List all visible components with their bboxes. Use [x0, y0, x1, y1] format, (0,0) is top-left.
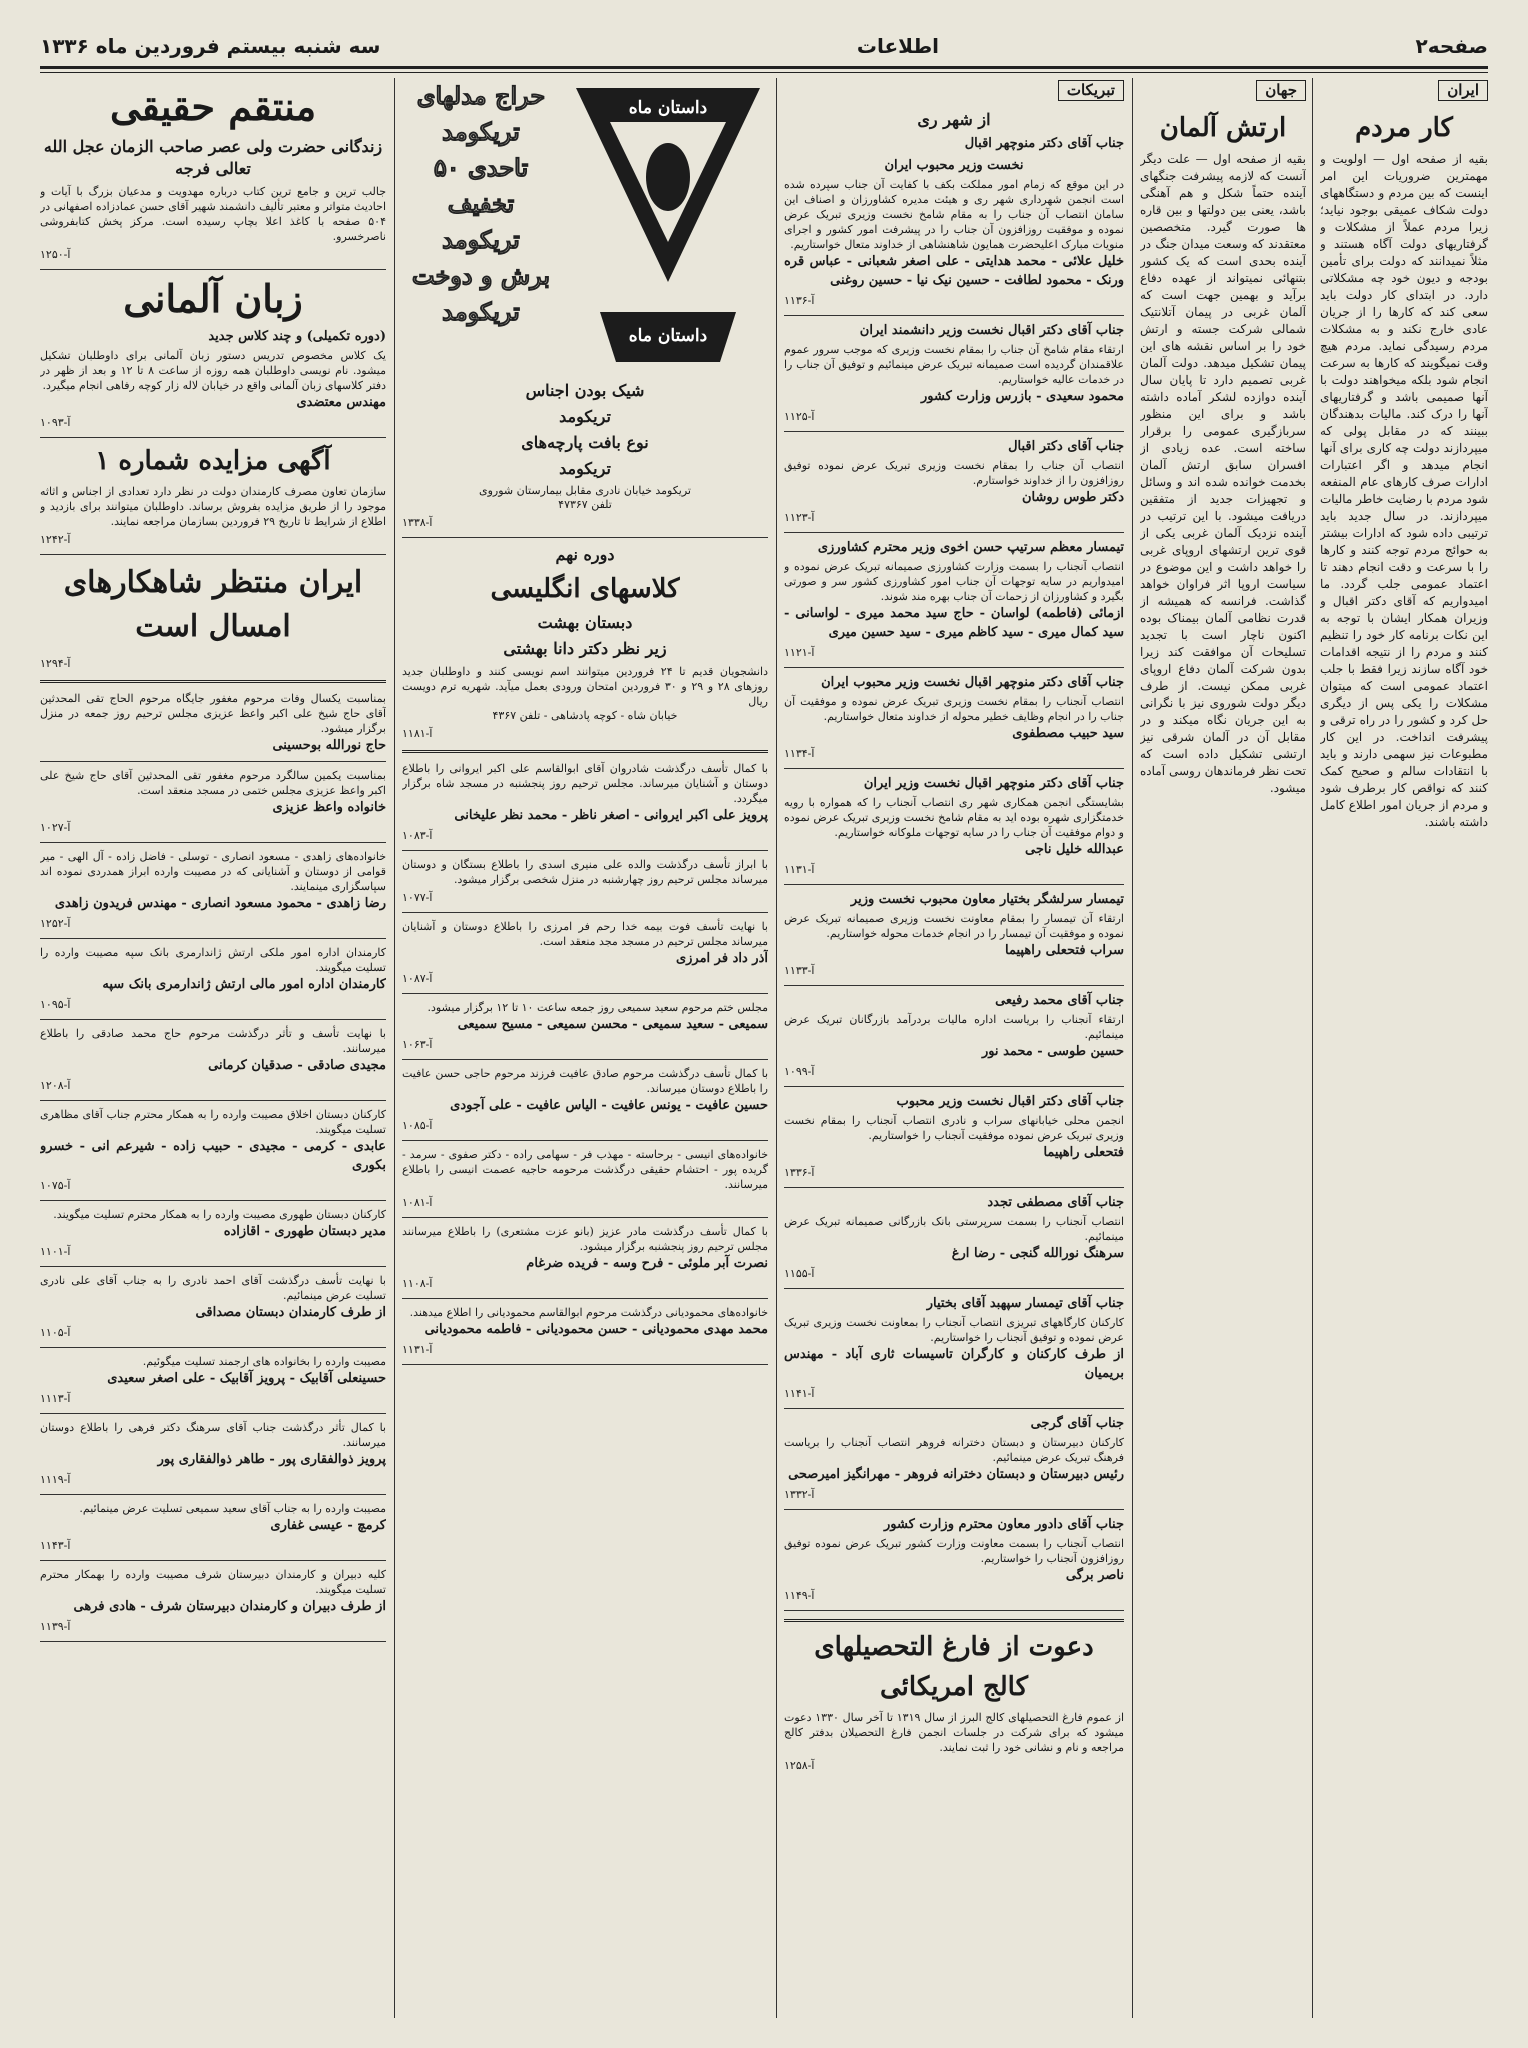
greeting-item	[784, 1194, 1124, 1289]
notice-item	[40, 849, 386, 939]
ad-reference: آ-۱۲۵۲	[40, 917, 71, 930]
notice-signatures: پرویز علی اکبر ایروانی - اصغر ناظر - محمد نظر علیخانی	[454, 808, 768, 823]
notice-item	[402, 761, 768, 851]
triangle-label-bottom: داستان ماه	[628, 326, 708, 346]
page-header	[40, 28, 1488, 64]
english-title: کلاسهای انگلیسی	[490, 574, 680, 604]
divider	[402, 750, 768, 753]
ad-reference: آ-۱۱۳۱	[784, 863, 815, 876]
greeting-title: تیمسار سرلشگر بختیار معاون محبوب نخست وزیر	[850, 892, 1124, 907]
ad-reference: آ-۱۰۲۷	[40, 821, 71, 834]
english-supervisor: زیر نظر دکتر دانا بهشتی	[503, 639, 667, 658]
notice-item	[40, 1107, 386, 1201]
greeting-item	[784, 438, 1124, 533]
divider	[40, 761, 386, 762]
greeting-body: در این موقع که زمام امور مملکت بکف با کفایت آن جناب سپرده شده است انجمن شهرداری شهر ری و هیئت مدیره کشاورزان و اصناف این سامان انتصاب آن جناب را به مقام شامخ نخست وزیری تبریک عرض نموده و موفقیت روزافزون آن جناب را در پیشرفت امور کشور و اجرای منویات مبارک اعلیحضرت همایون شاهنشاهی از خداوند متعال خواستاریم.	[784, 178, 1124, 251]
trico-shik: شیک بودن اجناس	[525, 381, 645, 400]
divider	[784, 1408, 1124, 1409]
notice-signatures: از طرف دبیران و کارمندان دبیرستان شرف - هادی فرهی	[73, 1599, 386, 1614]
ad-reference: آ-۱۱۳۱	[402, 1343, 433, 1356]
article-body-world: بقیه از صفحه اول — علت دیگر آنست که لازمه پیشرفت جنگهای آینده حتماً شکل و هم آهنگی باشد، یعنی بین دولتها و بین قاره ها صورت گیرد. متخصصین معتقدند که وسعت میدان جنگ در آینده بحدی است که یک کشور بتنهائی نمیتواند از عهده دفاع برآید و بهمین جهت است که آلمان غربی در پیمان آتلانتیک شمالی شرکت جسته و ارتش خود را بر اساس نقشه های این پیمان تشکیل میدهد. دولت آلمان غربی تصمیم دارد تا پایان سال آینده دوازده لشکر آماده داشته باشد و برای این منظور سربازگیری عمومی را برقرار ساخته است. عده زیادی از افسران سابق ارتش آلمان بخدمت خوانده شده اند و وسائل و تجهیزات جدید از متفقین دریافت میشود. با این ترتیب در آینده نزدیک آلمان غربی یکی از قوی ترین ارتشهای اروپای غربی را خواهد داشت و این موضوع در سیاست اروپا اثر فراوان خواهد گذاشت. فرانسه که همیشه از قدرت نظامی آلمان بیمناک بوده اکنون ناچار است با تجدید تسلیحات آن موافقت کند زیرا بدون شرکت آلمان دفاع اروپای غربی ممکن نیست. از طرف دیگر دولت شوروی نیز با نگرانی به این جریان نگاه میکند و در مقابل آن در آلمان شرقی نیز ارتشی تشکیل داده است که تحت نظر فرماندهان روسی آماده میشود.	[1140, 152, 1306, 795]
ad-reference: آ-۱۱۰۱	[40, 1245, 71, 1258]
ad-subtitle-avenger: زندگانی حضرت ولی عصر صاحب الزمان عجل الله تعالی فرجه	[43, 137, 383, 178]
invite-body: از عموم فارغ التحصیلهای کالج البرز از سال ۱۳۱۹ تا آخر سال ۱۳۳۰ دعوت میشود که برای شرکت در جلسات انجمن فارغ التحصیلان بدفتر کالج مراجعه و نام و نشانی خود را ثبت نمایند.	[784, 1711, 1124, 1754]
ad-reference: آ-۱۱۲۵	[784, 410, 815, 423]
greeting-item	[784, 1295, 1124, 1409]
divider	[784, 985, 1124, 986]
notice-item	[40, 1420, 386, 1495]
notice-signatures: پرویز ذوالفقاری پور - طاهر ذوالفقاری پور	[157, 1452, 386, 1467]
greeting-signatures: از طرف کارکنان و کارگران تاسیسات ثاری آباد - مهندس بریمیان	[784, 1347, 1124, 1381]
ad-body-avenger: جالب ترین و جامع ترین کتاب درباره مهدویت و مدعیان بزرگ با آیات و احادیث متواتر و معتبر تألیف دانشمند شهیر آقای حسن عمادزاده اصفهانی در ۵۰۴ صفحه با کاغذ اعلا بچاپ رسیده است. مرکز پخش کتابفروشی ناصرخسرو.	[40, 185, 386, 243]
notice-body: با نهایت تأسف درگذشت آقای احمد نادری را به جناب آقای علی نادری تسلیت عرض مینمائیم.	[40, 1274, 386, 1302]
greeting-body: بشایستگی انجمن همکاری شهر ری انتصاب آنجناب را که همواره با رویه خدمتگزاری شهره بوده اید به مقام شامخ نخست وزیری تبریک عرض نموده و دوام موفقیت آن جناب را در سایه توجهات ملوکانه خواستاریم.	[784, 796, 1124, 839]
header-rule	[40, 66, 1488, 69]
greeting-signatures: فتحعلی راهپیما	[1043, 1145, 1124, 1160]
greeting-title: جناب آقای مصطفی تجدد	[987, 1195, 1124, 1210]
greeting-signatures: دکتر طوس روشان	[1021, 490, 1124, 505]
ad-title-german: زبان آلمانی	[123, 276, 303, 321]
notice-signatures: حسینعلی آقابیک - پرویز آقابیک - علی اصغر سعیدی	[107, 1371, 386, 1386]
ad-reference: آ-۱۰۹۹	[784, 1065, 815, 1078]
greeting-body: انتصاب آنجناب را بسمت وزارت کشاورزی صمیمانه تبریک عرض نموده و امیدواریم در سایه توجهات آن جناب امور کشاورزی کشور سر و صورتی بگیرد و کشاورزان از زحمات آن جناب بهره مند شوند.	[784, 560, 1124, 603]
notice-body: با نهایت تأسف و تأثر درگذشت مرحوم حاج محمد صادقی را باطلاع میرسانند.	[40, 1027, 386, 1055]
trico-ad-graphic	[568, 78, 768, 376]
notice-body: کارمندان اداره امور ملکی ارتش ژاندارمری بانک سپه مصیبت وارده را تسلیت میگویند.	[40, 946, 386, 974]
greeting-body: کارکنان دبیرستان و دبستان دخترانه فروهر انتصاب آنجناب را بریاست فرهنگ تبریک عرض مینمائیم.	[784, 1436, 1124, 1464]
article-title-iran: کار مردم	[1355, 113, 1453, 143]
trico-line: نوع بافت پارچه‌های	[521, 433, 649, 452]
notice-item	[402, 1000, 768, 1060]
divider	[40, 1494, 386, 1495]
ad-reference: آ-۱۰۹۳	[40, 416, 71, 429]
sale-line: تریکومد	[442, 225, 520, 254]
notice-body: بمناسبت یکسال وفات مرحوم مغفور جایگاه مرحوم الحاج تقی المحدثین آقای حاج شیخ علی اکبر واعظ عزیزی مجلس ترحیم روز جمعه در منزل برگزار میشود.	[40, 692, 386, 735]
notice-item	[402, 919, 768, 994]
notice-body: با کمال تأثر درگذشت جناب آقای سرهنگ دکتر فرهی را باطلاع دوستان میرسانند.	[40, 1421, 386, 1449]
greeting-body: انتصاب آن جناب را بمقام نخست وزیری تبریک عرض نموده توفیق روزافزون را از خداوند خواستارم.	[784, 459, 1124, 487]
notice-item	[402, 1224, 768, 1299]
section-tag-iran: ایران	[1438, 80, 1488, 101]
notice-body: خانواده‌های انیسی - برحاسته - مهذب فر - سهامی راده - دکتر صفوی - سرمد - گریده پور - احتشام حقیقی درگذشت مرحومه حاجیه عصمت انیسی را باطلاع میرسانند.	[402, 1148, 768, 1191]
ad-reference: آ-۱۳۳۸	[402, 516, 433, 529]
divider	[402, 993, 768, 994]
ad-reference: آ-۱۱۰۸	[402, 1277, 433, 1290]
ad-reference: آ-۱۲۰۸	[40, 1079, 71, 1092]
greeting-title: جناب آقای دکتر منوچهر اقبال نخست وزیر محبوب ایران	[821, 675, 1124, 690]
greeting-item	[784, 891, 1124, 986]
greeting-body: انتصاب آنجناب را بسمت سرپرستی بانک بازرگانی صمیمانه تبریک عرض مینمائیم.	[784, 1215, 1124, 1243]
notice-body: بمناسبت یکمین سالگرد مرحوم مغفور تقی المحدثین آقای حاج شیخ علی اکبر واعظ عزیزی مجلس ختمی در مسجد منعقد است.	[40, 769, 386, 797]
notice-item	[40, 1026, 386, 1101]
divider	[40, 1641, 386, 1642]
divider	[40, 269, 386, 270]
greeting-item	[784, 322, 1124, 432]
notice-signatures: از طرف کارمندان دبستان مصداقی	[195, 1305, 386, 1320]
divider	[784, 1288, 1124, 1289]
column-greetings	[784, 78, 1124, 2018]
ad-signature-german: مهندس معتضدی	[296, 395, 386, 410]
ad-reference: آ-۱۲۵۰	[40, 248, 71, 261]
greeting-signatures: خلیل علائی - محمد هدایتی - علی اصغر شعبانی - عباس قره ورنک - محمود لطافت - حسین نیک نیا - حسین روغنی	[784, 254, 1124, 288]
ad-reference: آ-۱۱۳۶	[784, 294, 815, 307]
divider	[402, 912, 768, 913]
ad-reference: آ-۱۰۸۵	[402, 1119, 433, 1132]
divider	[402, 1364, 768, 1365]
notice-body: با نهایت تأسف فوت بیمه خدا رحم فر امرزی را باطلاع دوستان و آشنایان میرساند مجلس ترحیم در مسجد مجد منعقد است.	[402, 920, 768, 948]
notice-item	[40, 1567, 386, 1642]
divider	[40, 842, 386, 843]
greeting-body: ارتقاء مقام شامخ آن جناب را بمقام نخست وزیری که موجب سرور عموم علاقمندان گردیده است صمیمانه تبریک عرض مینمائیم و توفیق آن جناب را در خدمات عالیه خواستاریم.	[784, 343, 1124, 386]
greeting-body: کارکنان کارگاههای تبریزی انتصاب آنجناب را بمعاونت نخست وزیری تبریک عرض نموده و توفیق آنجناب را خواستاریم.	[784, 1316, 1124, 1344]
english-school: دبستان بهشت	[537, 613, 633, 632]
notice-item	[40, 1273, 386, 1348]
notice-signatures: مجیدی صادقی - صدقیان کرمانی	[208, 1058, 386, 1073]
greeting-signatures: سرهنگ نورالله گنجی - رضا ارغ	[951, 1246, 1124, 1261]
greeting-signatures: سید حبیب مصطفوی	[1012, 726, 1124, 741]
page-number: صفحه۲	[1415, 34, 1488, 58]
greeting-item	[784, 1093, 1124, 1188]
notice-signatures: کارمندان اداره امور مالی ارتش ژاندارمری بانک سپه	[102, 977, 386, 992]
divider	[784, 1610, 1124, 1611]
notice-body: کلیه دبیران و کارمندان دبیرستان شرف مصیبت وارده را بهمکار محترم تسلیت میگویند.	[40, 1568, 386, 1596]
notice-item	[40, 691, 386, 762]
article-body-iran: بقیه از صفحه اول — اولویت و مهمترین ضروریات این امر اینست که بین مردم و دستگاههای دولت شکاف عمیقی بوجود نیاید؛ زیرا مردم عملاً از مشکلات و گرفتاریهای دولت آگاه هستند و مثلاً نمیدانند که دولت برای تأمین بودجه و دیون خود چه مشکلاتی دارد. در ابتدای کار دولت باید سعی کند که کارها را از جریان عادی خارج نکند و به مشکلات مردم رسیدگی نماید. مردم هیچ وقت نمیگویند که کارها به سرعت انجام شود بلکه میخواهند دولت با آنها صمیمی باشد و گرفتاریهای آنها را درک کند. مالیات بدهندگان ببینند که در مقابل پولی که میپردازند دولت چه کاری برای آنها انجام میدهد و اگر اعتبارات ادارات صرف کارهای عام المنفعه شود مردم با رضایت خاطر مالیات میپردازند. در سال جدید باید ترتیبی داده شود که ادارات بیشتر به حوائج مردم توجه کنند و کارها را با سرعت و دقت انجام دهند تا اعتماد عمومی جلب گردد. ما امیدواریم که آقای دکتر اقبال و وزیران همکار ایشان با توجه به این نکات برنامه کار خود را تنظیم کنند و مردم را از نتیجه اقدامات خود آگاه سازند زیرا فقط با جلب اعتماد عمومی است که میتوان مشکلات را یکی پس از دیگری حل کرد و کشور را در راه ترقی و پیشرفت انداخت. در این کار مطبوعات نیز سهمی دارند و باید با انتقادات سالم و صحیح کمک کنند که نواقص کار برطرف شود و مردم از جریان امور اطلاع کامل داشته باشند.	[1320, 152, 1488, 829]
ad-subtitle-german: (دوره تکمیلی) و چند کلاس جدید	[208, 329, 386, 344]
notice-item	[402, 1066, 768, 1141]
ad-title-masterpieces: ایران منتظر شاهکارهای امسال است	[63, 565, 363, 644]
notices-list	[40, 691, 386, 1642]
ad-reference: آ-۱۰۶۳	[402, 1038, 433, 1051]
notice-item	[40, 1207, 386, 1267]
ad-reference: آ-۱۱۱۹	[40, 1473, 71, 1486]
greeting-title: جناب آقای گرجی	[1030, 1416, 1124, 1431]
issue-date: سه شنبه بیستم فروردین ماه ۱۳۳۶	[40, 34, 381, 58]
ad-reference: آ-۱۲۵۸	[784, 1759, 815, 1772]
divider	[40, 1413, 386, 1414]
greetings-list	[784, 135, 1124, 1611]
invite-subtitle: کالج امریکائی	[880, 1672, 1028, 1702]
divider	[402, 1298, 768, 1299]
column-divider	[394, 78, 395, 2018]
greeting-item	[784, 1516, 1124, 1611]
notice-signatures: سمیعی - سعید سمیعی - محسن سمیعی - مسیح سمیعی	[457, 1017, 768, 1032]
ad-reference: آ-۱۱۱۳	[40, 1392, 71, 1405]
ad-title-avenger: منتقم حقیقی	[109, 84, 317, 129]
ad-reference: آ-۱۱۴۳	[40, 1539, 71, 1552]
ad-reference: آ-۱۰۷۵	[40, 1179, 71, 1192]
divider	[40, 680, 386, 683]
ad-body-german: یک کلاس مخصوص تدریس دستور زبان آلمانی برای داوطلبان تشکیل میشود. نام نویسی داوطلبان همه روزه از ساعت ۸ تا ۱۲ و بعد از ظهر در دفتر کلاسهای زبان آلمانی واقع در خیابان لاله زار کوچه رفاهی انجام میگیرد.	[40, 349, 386, 392]
ad-reference: آ-۱۱۵۵	[784, 1267, 815, 1280]
english-period: دوره نهم	[555, 545, 615, 564]
notice-item	[40, 768, 386, 843]
notice-signatures: نصرت آبر ملوئی - فرح وسه - فریده ضرغام	[526, 1256, 768, 1271]
notice-body: با کمال تأسف درگذشت مرحوم صادق عافیت فرزند مرحوم حاجی حسن عافیت را باطلاع دوستان میرساند.	[402, 1067, 768, 1095]
greeting-item	[784, 135, 1124, 316]
trico-ad-text	[402, 78, 560, 376]
divider	[784, 431, 1124, 432]
greeting-signatures: محمود سعیدی - بازرس وزارت کشور	[921, 389, 1124, 404]
notice-body: با کمال تأسف درگذشت مادر عزیز (بانو عزت مشتعری) را باطلاع میرسانند مجلس ترحیم روز پنجشنبه برگزار میشود.	[402, 1225, 768, 1253]
notice-signatures: خانواده واعظ عزیزی	[272, 800, 386, 815]
greeting-signatures: ازمائی (فاطمه) لواسان - حاج سید محمد میری - لواسانی - سید کمال میری - سید کاظم میری - سید حسین میری	[784, 606, 1124, 640]
column-divider	[776, 78, 777, 2018]
notice-item	[40, 1501, 386, 1561]
divider	[40, 1019, 386, 1020]
divider	[784, 1187, 1124, 1188]
divider	[784, 1509, 1124, 1510]
article-title-world: ارتش آلمان	[1159, 113, 1287, 143]
column-divider	[1132, 78, 1133, 2018]
divider	[402, 1217, 768, 1218]
notice-body: مصیبت وارده را بخانواده های ارجمند تسلیت میگوئیم.	[142, 1355, 386, 1368]
notice-signatures: عابدی - کرمی - مجیدی - حبیب زاده - شیرعم انی - خسرو بکوری	[40, 1139, 386, 1173]
ad-reference: آ-۱۲۹۴	[40, 657, 71, 670]
divider	[40, 1200, 386, 1201]
header-rule-thin	[40, 72, 1488, 73]
greeting-body: انجمن محلی خیابانهای سراب و نادری انتصاب آنجناب را بمقام نخست وزیری تبریک عرض نموده موفقیت آنجناب را خواستاریم.	[784, 1114, 1124, 1142]
ad-reference: آ-۱۰۸۷	[402, 972, 433, 985]
greeting-title: جناب آقای محمد رفیعی	[995, 993, 1124, 1008]
ad-reference: آ-۱۰۸۳	[402, 829, 433, 842]
ad-reference: آ-۱۱۲۱	[784, 646, 815, 659]
trico-line: تریکومد	[559, 407, 611, 426]
greeting-item	[784, 674, 1124, 769]
divider	[402, 1140, 768, 1141]
greeting-item	[784, 539, 1124, 668]
english-address: خیابان شاه - کوچه پادشاهی - تلفن ۴۳۶۷	[492, 709, 678, 722]
divider	[402, 850, 768, 851]
divider	[784, 768, 1124, 769]
ad-reference: آ-۱۰۸۱	[402, 1196, 433, 1209]
triangle-label-top: داستان ماه	[628, 98, 708, 118]
greeting-body: انتصاب آنجناب را بسمت معاونت وزارت کشور تبریک عرض نموده توفیق روزافزون آنجناب را خواستاریم.	[784, 1537, 1124, 1565]
divider	[40, 1100, 386, 1101]
ad-reference: آ-۱۱۸۱	[402, 727, 433, 740]
ad-reference: آ-۱۱۲۳	[784, 511, 815, 524]
notice-signatures: رضا زاهدی - محمود مسعود انصاری - مهندس فریدون زاهدی	[54, 896, 386, 911]
greeting-title: جناب آقای دکتر اقبال	[1008, 439, 1124, 454]
notice-item	[40, 1354, 386, 1414]
notice-signatures: آذر داد فر امرزی	[675, 951, 768, 966]
sale-line: تریکومد	[442, 297, 520, 326]
divider	[784, 315, 1124, 316]
ad-reference: آ-۱۱۰۵	[40, 1326, 71, 1339]
notice-signatures: محمد مهدی محمودیانی - حسن محمودیانی - فاطمه محمودیانی	[424, 1322, 768, 1337]
invite-title: دعوت از فارغ التحصیلهای	[814, 1632, 1094, 1662]
greeting-signatures: عبدالله خلیل ناجی	[1025, 842, 1124, 857]
ad-reference: آ-۱۳۳۶	[784, 1166, 815, 1179]
greeting-signatures: سراب فتحعلی راهپیما	[1005, 943, 1124, 958]
greeting-title: جناب آقای دکتر منوچهر اقبال	[964, 136, 1124, 151]
greeting-item	[784, 992, 1124, 1087]
story-of-month-triangle	[570, 82, 766, 372]
greeting-signatures: رئیس دبیرستان و دبستان دخترانه فروهر - مهرانگیز امیرصحی	[788, 1467, 1124, 1482]
ad-reference: آ-۱۰۹۵	[40, 998, 71, 1011]
greeting-item	[784, 1415, 1124, 1510]
divider	[784, 1086, 1124, 1087]
newspaper-name: اطلاعات	[856, 34, 940, 58]
ad-reference: آ-۱۲۴۲	[40, 533, 71, 546]
notice-item	[402, 857, 768, 913]
notice-signatures: حاج نورالله بوحسینی	[272, 738, 386, 753]
divider	[784, 884, 1124, 885]
greeting-title: جناب آقای دکتر اقبال نخست وزیر محبوب	[896, 1094, 1124, 1109]
greeting-title: جناب آقای تیمسار سپهبد آقای بختیار	[926, 1296, 1124, 1311]
column-divider	[1312, 78, 1313, 2018]
greeting-signatures: ناصر برگی	[1065, 1568, 1124, 1583]
ad-reference: آ-۱۳۳۲	[784, 1488, 815, 1501]
ad-reference: آ-۱۱۴۹	[784, 1589, 815, 1602]
divider	[40, 938, 386, 939]
greetings-subtitle: از شهر ری	[917, 110, 991, 129]
notice-item	[402, 1305, 768, 1365]
divider	[40, 1560, 386, 1561]
column-classifieds	[40, 78, 386, 2018]
divider	[40, 554, 386, 555]
greeting-title: جناب آقای دکتر اقبال نخست وزیر دانشمند ایران	[859, 323, 1124, 338]
trico-lines	[402, 406, 768, 480]
ad-reference: آ-۱۰۷۷	[402, 891, 433, 904]
greeting-title: جناب آقای دادور معاون محترم وزارت کشور	[883, 1517, 1124, 1532]
ad-reference: آ-۱۱۴۱	[784, 1387, 815, 1400]
notice-item	[40, 945, 386, 1020]
greeting-subtitle: نخست وزیر محبوب ایران	[884, 158, 1024, 173]
trico-phone: تلفن ۴۷۳۶۷	[558, 498, 612, 511]
sale-line: تاحدی ۵۰ تخفیف	[433, 153, 529, 218]
divider	[784, 532, 1124, 533]
divider	[40, 437, 386, 438]
divider	[784, 667, 1124, 668]
trico-ad	[402, 78, 768, 376]
notice-signatures: کرمچ - عیسی غفاری	[270, 1518, 386, 1533]
sale-lines	[402, 78, 560, 330]
notice-body: با ابراز تأسف درگذشت والده علی منیری اسدی را باطلاع بستگان و دوستان میرساند مجلس ترحیم روز چهارشنبه در منزل شخصی برگزار میشود.	[402, 858, 768, 886]
greeting-body: ارتقاء آن تیمسار را بمقام معاونت نخست وزیری صمیمانه تبریک عرض نموده و موفقیت آن تیمسار را در انجام خدمات محوله خواستاریم.	[784, 912, 1124, 940]
notice-body: کارکنان دبستان اخلاق مصیبت وارده را به همکار محترم جناب آقای مظاهری تسلیت میگویند.	[40, 1108, 386, 1136]
ad-reference: آ-۱۱۳۴	[784, 747, 815, 760]
divider	[40, 1266, 386, 1267]
notice-body: خانواده‌های زاهدی - مسعود انصاری - توسلی - فاضل زاده - آل الهی - میر قوامی از دوستان و آشنایانی که در مصیبت وارده ابراز همدردی نموده اند سپاسگزاری مینمایند.	[40, 850, 386, 893]
divider	[40, 1347, 386, 1348]
notice-signatures: مدیر دبستان طهوری - اقازاده	[223, 1224, 386, 1239]
notice-body: خانواده‌های محمودیانی درگذشت مرحوم ابوالقاسم محمودیانی را اطلاع میدهند.	[409, 1306, 768, 1319]
column-iran	[1320, 78, 1488, 2018]
column-world	[1140, 78, 1306, 2018]
greeting-signatures: حسین طوسی - محمد نور	[981, 1044, 1124, 1059]
sale-line: حراج مدلهای	[416, 81, 546, 110]
greeting-item	[784, 775, 1124, 885]
greeting-body: انتصاب آنجناب را بمقام نخست وزیری تبریک عرض نموده و موفقیت آن جناب را در انجام وظایف خطیر محوله از خداوند متعال خواستاریم.	[784, 695, 1124, 723]
notices-list	[402, 761, 768, 1365]
column-ads	[402, 78, 768, 2018]
sale-line: تریکومد	[442, 117, 520, 146]
notice-body: مصیبت وارده را به جناب آقای سعید سمیعی تسلیت عرض مینمائیم.	[79, 1502, 386, 1515]
section-tag-world: جهان	[1256, 80, 1306, 101]
section-tag-greetings: تبریکات	[1058, 80, 1124, 101]
trico-line: تریکومد	[559, 459, 611, 478]
notice-signatures: حسین عافیت - یونس عافیت - الیاس عافیت - علی آجودی	[450, 1098, 768, 1113]
notice-body: با کمال تأسف درگذشت شادروان آقای ابوالقاسم علی اکبر ایروانی را باطلاع دوستان و آشنایان میرساند. مجلس ترحیم روز پنجشنبه در مسجد شاه برگزار میگردد.	[402, 762, 768, 805]
ad-title-auction: آگهی مزایده شماره ۱	[95, 446, 331, 476]
notice-body: مجلس ختم مرحوم سعید سمیعی روز جمعه ساعت ۱۰ تا ۱۲ برگزار میشود.	[427, 1001, 768, 1014]
sale-line: برش و دوخت	[411, 261, 551, 290]
divider	[402, 1059, 768, 1060]
greeting-title: جناب آقای دکتر منوچهر اقبال نخست وزیر ایران	[863, 776, 1124, 791]
trico-address: تریکومد خیابان نادری مقابل بیمارستان شوروی	[479, 484, 691, 497]
greeting-title: تیمسار معظم سرتیپ حسن اخوی وزیر محترم کشاورزی	[817, 540, 1124, 555]
notice-item	[402, 1147, 768, 1218]
ad-reference: آ-۱۱۳۹	[40, 1620, 71, 1633]
notice-body: کارکنان دبستان طهوری مصیبت وارده را به همکار محترم تسلیت میگویند.	[53, 1208, 386, 1221]
ad-reference: آ-۱۱۳۳	[784, 964, 815, 977]
divider	[784, 1619, 1124, 1622]
divider	[402, 537, 768, 538]
ad-body-auction: سازمان تعاون مصرف کارمندان دولت در نظر دارد تعدادی از اجناس و اثاثه موجود را از طریق مزایده بفروش برساند. داوطلبان میتوانند برای بازدید و اطلاع از شرایط تا تاریخ ۲۹ فروردین بسازمان مراجعه نمایند.	[40, 485, 386, 528]
english-body: دانشجویان قدیم تا ۲۴ فروردین میتوانند اسم نویسی کنند و داوطلبان جدید روزهای ۲۸ و ۲۹ و ۳۰ فروردین امتحان ورودی بعمل میآید. شهریه ترم دویست ریال	[402, 665, 768, 708]
greeting-body: ارتقاء آنجناب را بریاست اداره مالیات بردرآمد بازرگانان تبریک عرض مینمائیم.	[784, 1013, 1124, 1041]
